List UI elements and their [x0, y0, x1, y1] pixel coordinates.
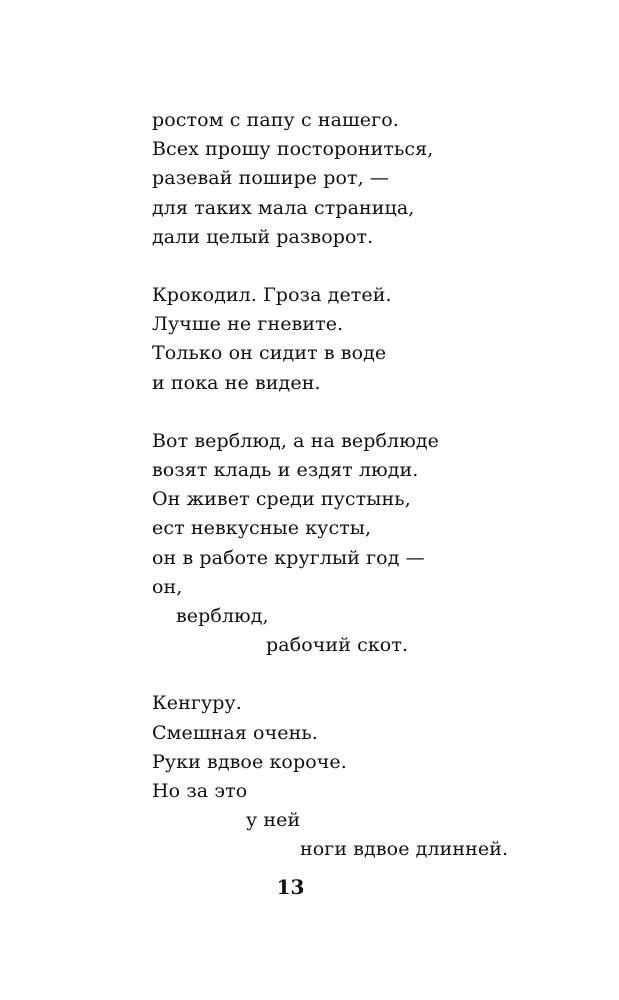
stanza: [152, 689, 592, 864]
poem-line: Он живет среди пустынь,: [152, 488, 411, 511]
stanza: [152, 281, 592, 398]
poem-text: [152, 106, 592, 894]
poem-line: Только он сидит в воде: [152, 342, 387, 365]
poem-line: и пока не виден.: [152, 371, 321, 394]
stanza: [152, 106, 592, 252]
page-number: 13: [276, 875, 305, 899]
poem-line: для таких мала страница,: [152, 196, 415, 219]
poem-line: Смешная очень.: [152, 721, 318, 744]
poem-line: он,: [152, 575, 183, 598]
poem-line: у ней: [246, 809, 301, 832]
poem-line: он в работе круглый год —: [152, 546, 425, 569]
poem-line: Всех прошу посторониться,: [152, 138, 434, 161]
poem-line: Руки вдвое короче.: [152, 750, 347, 773]
poem-line: верблюд,: [176, 605, 269, 628]
poem-line: Крокодил. Гроза детей.: [152, 284, 392, 307]
poem-line: Лучше не гневите.: [152, 313, 344, 336]
poem-line: рабочий скот.: [266, 634, 409, 657]
poem-line: разевай пошире рот, —: [152, 167, 389, 190]
poem-line: дали целый разворот.: [152, 225, 374, 248]
poem-line: возят кладь и ездят люди.: [152, 459, 419, 482]
poem-line: ест невкусные кусты,: [152, 517, 372, 540]
poem-line: Кенгуру.: [152, 692, 242, 715]
poem-line: ноги вдвое длинней.: [300, 838, 509, 861]
stanza: [152, 427, 592, 661]
poem-line: ростом с папу с нашего.: [152, 109, 399, 131]
poem-line: Но за это: [152, 780, 248, 803]
poem-line: Вот верблюд, а на верблюде: [152, 429, 439, 452]
